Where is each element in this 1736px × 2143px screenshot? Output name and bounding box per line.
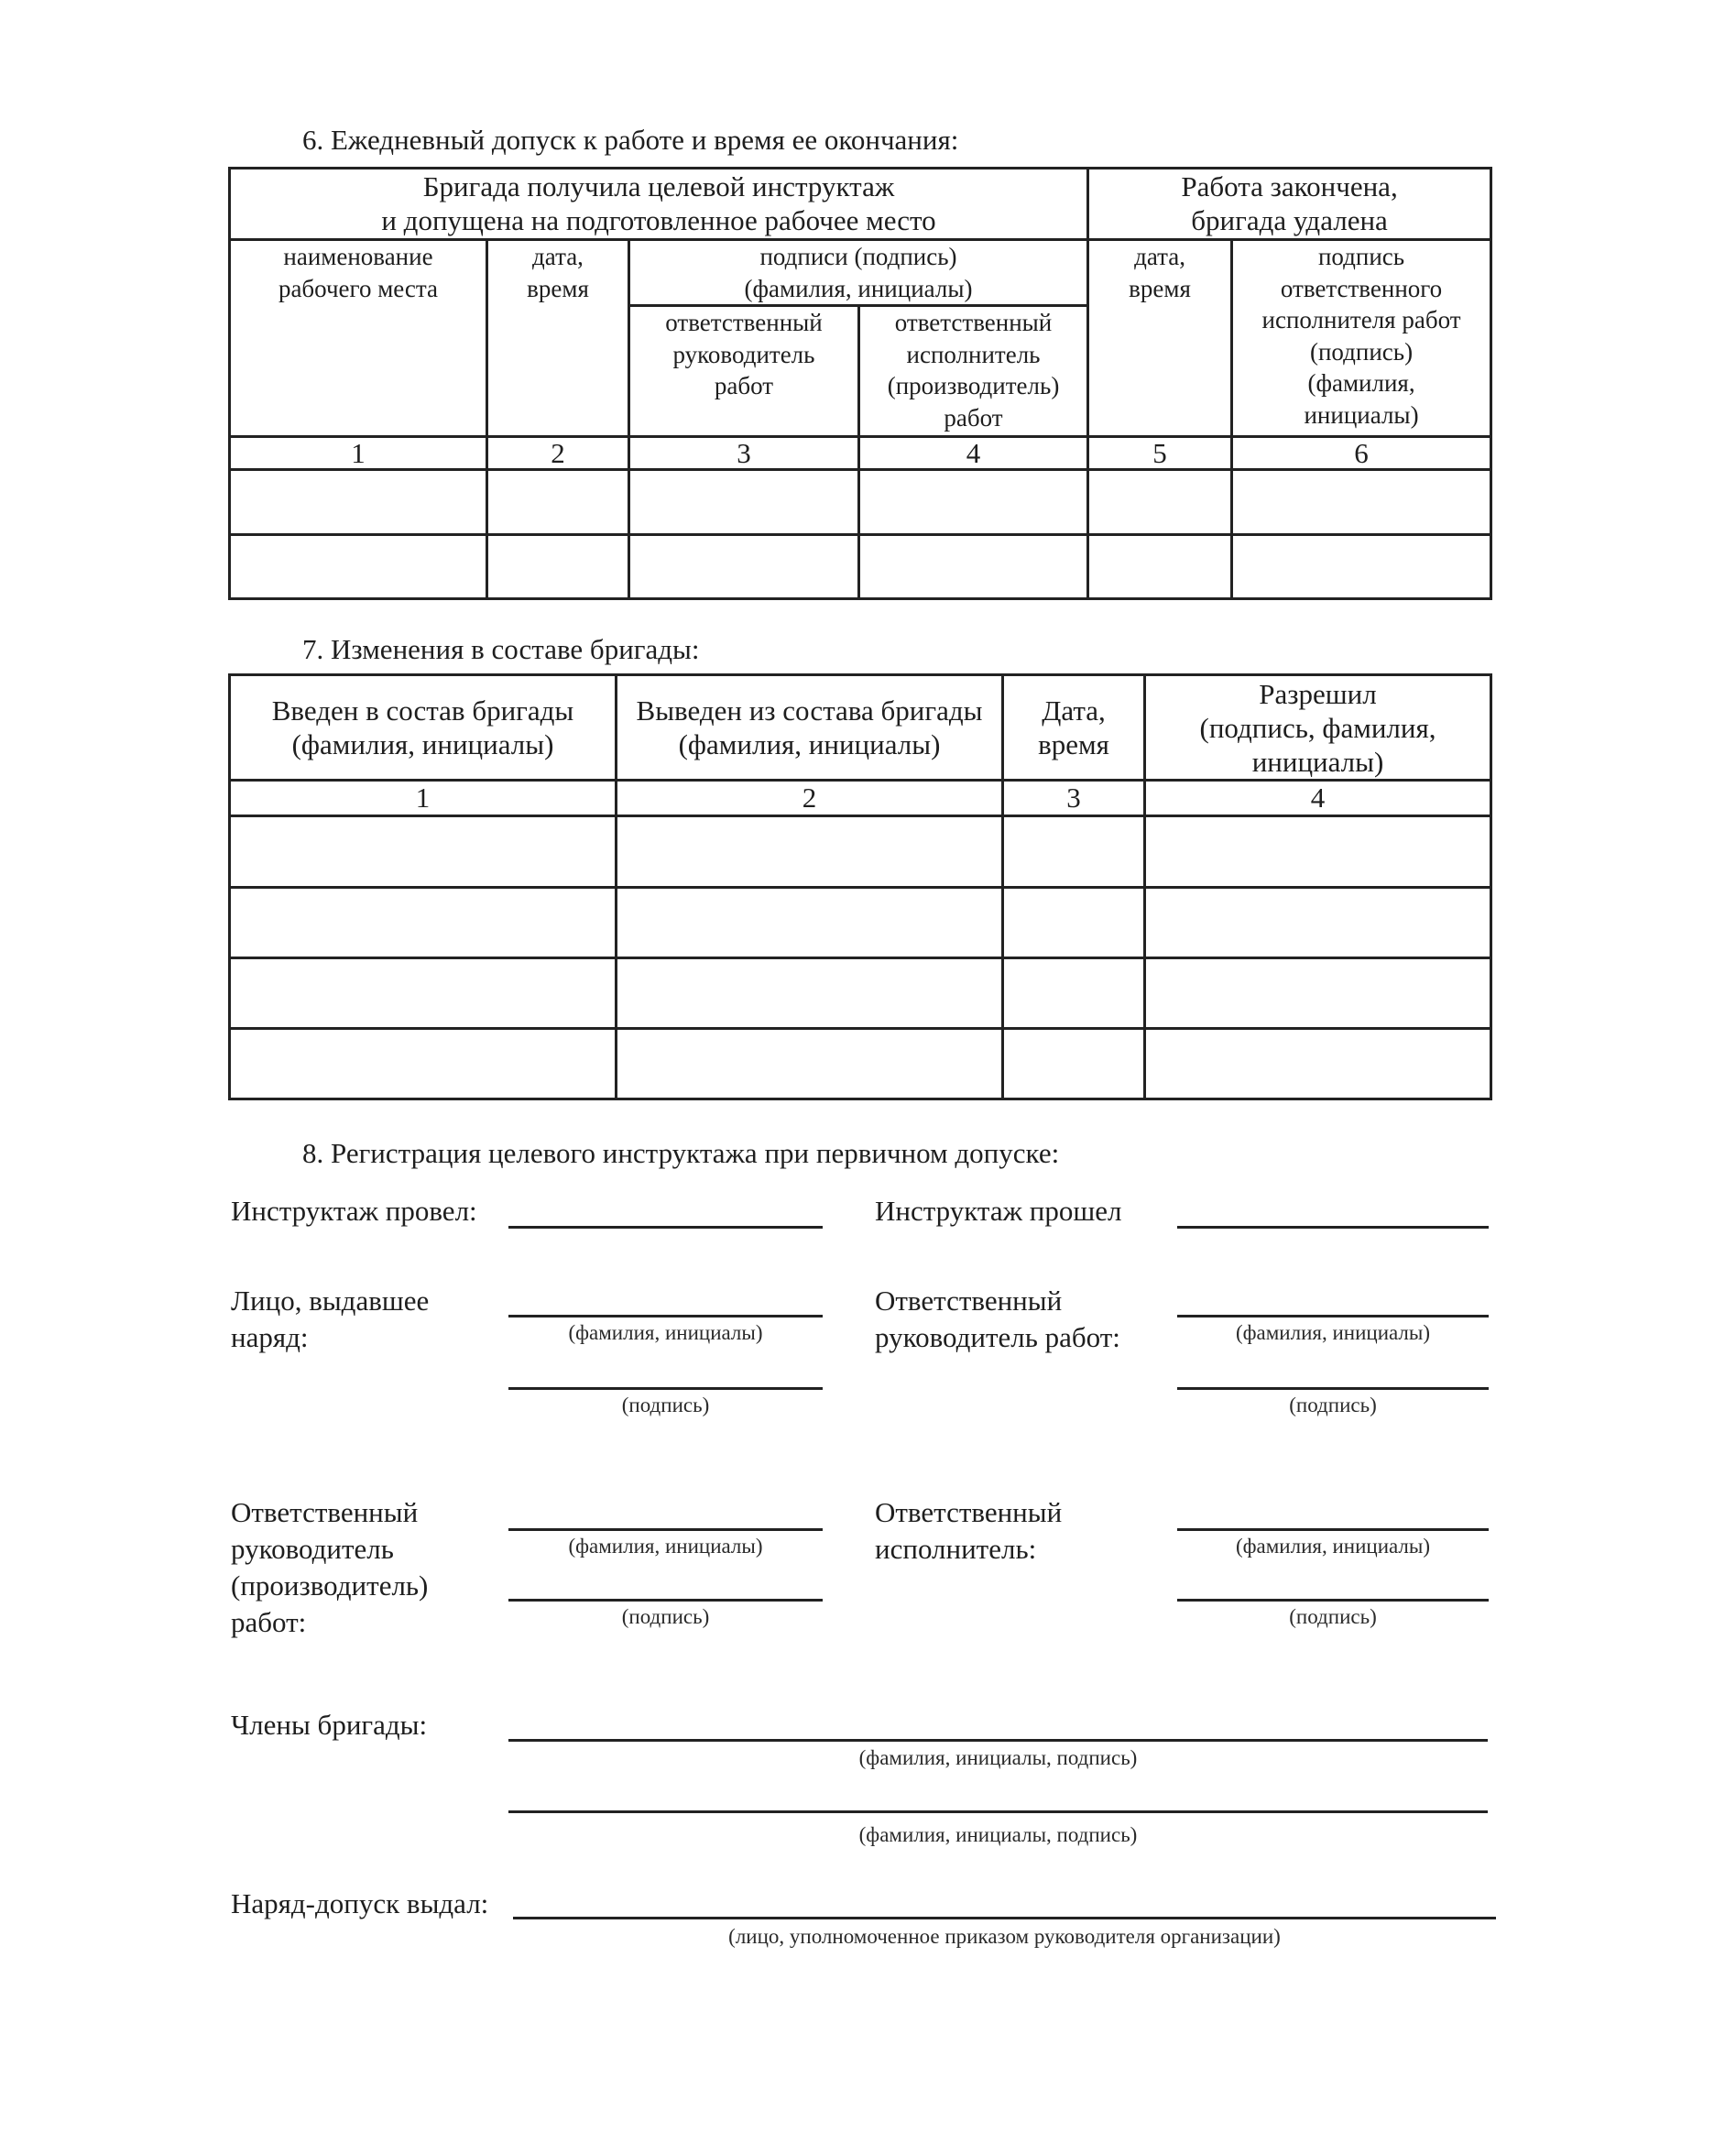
column-numbers-row: 1 2 3 4 5 6 xyxy=(230,437,1491,470)
permit-issued-caption: (лицо, уполномоченное приказом руководителя организации) xyxy=(728,1925,1281,1948)
brigade-member-caption-1: (фамилия, инициалы, подпись) xyxy=(858,1746,1138,1769)
producer-signature-line[interactable] xyxy=(508,1599,823,1602)
header-workplace-name: наименование рабочего места xyxy=(230,240,487,437)
input-cell[interactable] xyxy=(1088,470,1232,535)
executor-name-line[interactable] xyxy=(1177,1528,1489,1531)
instructed-label: Инструктаж прошел xyxy=(875,1195,1122,1227)
header-work-finished: Работа закончена, бригада удалена xyxy=(1088,169,1491,240)
header-permitted-by: Разрешил (подпись, фамилия, инициалы) xyxy=(1145,675,1491,781)
brigade-member-line-2[interactable] xyxy=(508,1810,1488,1813)
table-row xyxy=(230,535,1491,599)
manager-name-line[interactable] xyxy=(1177,1315,1489,1318)
permit-issued-label: Наряд-допуск выдал: xyxy=(231,1887,489,1919)
issuer-name-line[interactable] xyxy=(508,1315,823,1318)
input-cell[interactable] xyxy=(1145,888,1491,958)
instructed-line[interactable] xyxy=(1177,1226,1489,1229)
input-cell[interactable] xyxy=(1145,1029,1491,1099)
section-8-title: 8. Регистрация целевого инструктажа при первичном допуске: xyxy=(302,1137,1060,1169)
table-row xyxy=(230,816,1491,888)
input-cell[interactable] xyxy=(230,816,617,888)
input-cell[interactable] xyxy=(617,888,1003,958)
issuer-signature-line[interactable] xyxy=(508,1387,823,1390)
input-cell[interactable] xyxy=(617,816,1003,888)
brigade-member-line-1[interactable] xyxy=(508,1739,1488,1742)
issuer-signature-caption: (подпись) xyxy=(621,1394,710,1416)
input-cell[interactable] xyxy=(629,535,859,599)
responsible-executor-label: Ответственный исполнитель: xyxy=(875,1496,1063,1565)
header-removed-from-brigade: Выведен из состава бригады (фамилия, инициалы) xyxy=(617,675,1003,781)
executor-signature-caption: (подпись) xyxy=(1289,1605,1377,1628)
header-finish-date-time: дата, время xyxy=(1088,240,1232,437)
brigade-member-caption-2: (фамилия, инициалы, подпись) xyxy=(858,1823,1138,1846)
issuer-label: Лицо, выдавшее наряд: xyxy=(231,1285,430,1353)
header-date-time: Дата, время xyxy=(1003,675,1145,781)
input-cell[interactable] xyxy=(1003,816,1145,888)
producer-signature-caption: (подпись) xyxy=(621,1605,710,1628)
manager-name-caption: (фамилия, инициалы) xyxy=(1235,1321,1431,1344)
brigade-members-label: Члены бригады: xyxy=(231,1709,428,1741)
input-cell[interactable] xyxy=(617,1029,1003,1099)
input-cell[interactable] xyxy=(1232,470,1491,535)
input-cell[interactable] xyxy=(859,470,1088,535)
input-cell[interactable] xyxy=(230,535,487,599)
input-cell[interactable] xyxy=(1003,888,1145,958)
table-row xyxy=(230,470,1491,535)
permit-issued-line[interactable] xyxy=(513,1917,1496,1919)
responsible-producer-label: Ответственный руководитель (производитель) работ: xyxy=(231,1496,429,1638)
header-executor-signature: подпись ответственного исполнителя работ (подпись) (фамилия, инициалы) xyxy=(1232,240,1491,437)
producer-name-line[interactable] xyxy=(508,1528,823,1531)
input-cell[interactable] xyxy=(487,470,629,535)
instructed-by-line[interactable] xyxy=(508,1226,823,1229)
input-cell[interactable] xyxy=(859,535,1088,599)
daily-permit-table xyxy=(228,167,1492,600)
section-7-title: 7. Изменения в составе бригады: xyxy=(302,633,700,665)
input-cell[interactable] xyxy=(629,470,859,535)
header-responsible-manager: ответственный руководитель работ xyxy=(629,306,859,437)
header-responsible-executor: ответственный исполнитель (производитель) работ xyxy=(859,306,1088,437)
input-cell[interactable] xyxy=(1003,958,1145,1029)
input-cell[interactable] xyxy=(1088,535,1232,599)
input-cell[interactable] xyxy=(617,958,1003,1029)
header-date-time: дата, время xyxy=(487,240,629,437)
input-cell[interactable] xyxy=(1145,816,1491,888)
issuer-name-caption: (фамилия, инициалы) xyxy=(568,1321,763,1344)
brigade-changes-table xyxy=(228,673,1492,1100)
input-cell[interactable] xyxy=(230,1029,617,1099)
table-row xyxy=(230,958,1491,1029)
table-row xyxy=(230,1029,1491,1099)
input-cell[interactable] xyxy=(1232,535,1491,599)
input-cell[interactable] xyxy=(487,535,629,599)
header-added-to-brigade: Введен в состав бригады (фамилия, инициалы) xyxy=(230,675,617,781)
executor-name-caption: (фамилия, инициалы) xyxy=(1235,1535,1431,1558)
input-cell[interactable] xyxy=(230,958,617,1029)
column-numbers-row: 1 2 3 4 xyxy=(230,781,1491,816)
producer-name-caption: (фамилия, инициалы) xyxy=(568,1535,763,1558)
input-cell[interactable] xyxy=(1145,958,1491,1029)
table-row xyxy=(230,888,1491,958)
header-signatures: подписи (подпись) (фамилия, инициалы) xyxy=(629,240,1088,306)
header-brigade-admitted: Бригада получила целевой инструктаж и допущена на подготовленное рабочее место xyxy=(230,169,1088,240)
input-cell[interactable] xyxy=(230,470,487,535)
responsible-manager-label: Ответственный руководитель работ: xyxy=(875,1285,1120,1353)
manager-signature-caption: (подпись) xyxy=(1289,1394,1377,1416)
instructed-by-label: Инструктаж провел: xyxy=(231,1195,477,1227)
executor-signature-line[interactable] xyxy=(1177,1599,1489,1602)
manager-signature-line[interactable] xyxy=(1177,1387,1489,1390)
section-6-title: 6. Ежедневный допуск к работе и время ее окончания: xyxy=(302,124,959,156)
input-cell[interactable] xyxy=(230,888,617,958)
input-cell[interactable] xyxy=(1003,1029,1145,1099)
